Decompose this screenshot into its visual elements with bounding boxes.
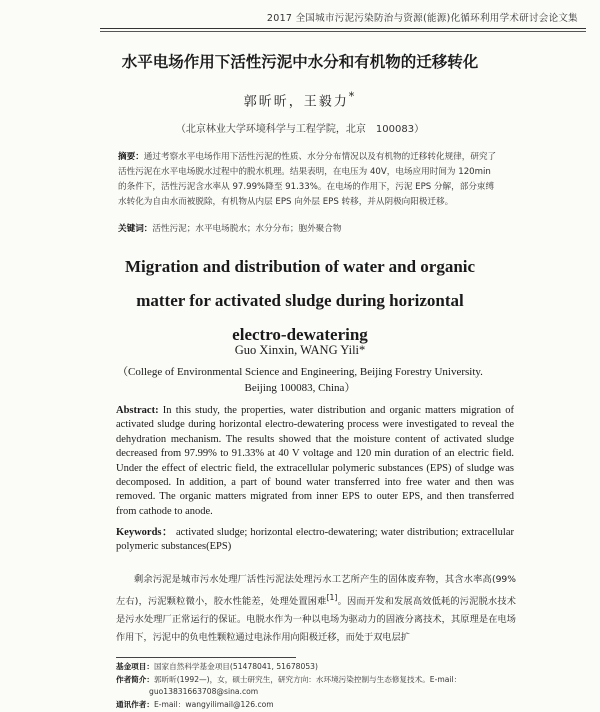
body-text-part-2: 。因而开发和发展高效低耗的污泥脱水技术是污水处理厂正常运行的保证。电脱水作为一种以电场为驱动力的固液分离技术，其原理是在电场作用下，污泥中的负电性颗粒通过电泳作用向阳极迁移，而处于双电层扩 [116,596,516,644]
chinese-affiliation: （北京林业大学环境科学与工程学院，北京 100083） [175,124,425,135]
english-title-line: Migration and distribution of water and organic [124,257,476,276]
header-rule [100,28,586,32]
footnote-author-text: 郭昕昕(1992—)，女，硕士研究生，研究方向：水环境污染控制与生态修复技术。E-mail： [153,674,462,684]
chinese-keywords [118,222,498,234]
chinese-authors [0,90,600,109]
footnote-corresponding [116,699,526,712]
footnote-author-email: guo13831663708@sina.com [149,687,259,696]
footnote-corresponding-text: E-mail：wangyilimail@126.com [153,699,274,709]
english-authors: Guo Xinxin, WANG Yili* [234,343,366,357]
english-affiliation [0,364,600,396]
chinese-abstract-text: 通过考察水平电场作用下活性污泥的性质、水分分布情况以及有机物的迁移转化规律，研究了活性污泥在水平电场脱水过程中的脱水机理。结果表明，在电压为 40V，电场应用时间为 120min 的条件下，活性污泥含水率从 97.99%降至 91.33%。在电场的作用下，污泥 EPS 分解，部分束缚水转化为自由水而被脱除，有机物从内层 EPS 向外层 EPS 转移，并从阴极向阳极迁移。 [118,152,497,207]
footnote-funding-label: 基金项目： [116,662,154,671]
footnote-funding-text: 国家自然科学基金项目(51478041, 51678053) [153,662,318,671]
english-keywords-text: activated sludge; horizontal electro-dewatering; water distribution; extracellular polymeric substances(EPS) [116,527,514,553]
chinese-abstract-label: 摘要： [118,152,144,162]
footnotes [116,661,526,711]
english-abstract [116,404,514,519]
english-title [60,250,540,352]
chinese-abstract [118,150,498,210]
body-text-part-1: 剩余污泥是城市污水处理厂活性污泥法处理污水工艺所产生的固体废弃物，其含水率高(99%左右)，污泥颗粒微小，胶水性能差，处理处置困难 [116,574,516,608]
english-keywords [116,526,514,555]
english-abstract-label: Abstract: [116,405,159,416]
citation: [1] [326,593,338,602]
chinese-author-names: 郭昕昕，王毅力 [243,94,349,110]
corresponding-author-mark: * [348,90,357,103]
chinese-title: 水平电场作用下活性污泥中水分和有机物的迁移转化 [121,53,479,71]
english-abstract-text: In this study, the properties, water distribution and organic matters migration of activated sludge during horizontal electro-dewatering process were investigated to reveal the dehydration mechanism. The results showed that the moisture content of activated sludge decreased from 97.99% to 91.33% at 40 V voltage and 120 min duration of an electric field. Under the effect of electric field, the extracellular polymeric substances (EPS) of sludge was decomposed. In addition, a part of bound water transferred into free water and then was removed. The organic matters migrated from inner EPS to outer EPS, and then transferred from cathode to anode. [116,405,514,517]
chinese-keywords-text: 活性污泥；水平电场脱水；水分分布；胞外聚合物 [152,224,342,234]
english-title-line: matter for activated sludge during horizontal [136,291,464,310]
chinese-keywords-label: 关键词： [118,224,153,234]
body-paragraph [116,571,516,647]
footnote-rule [116,657,296,658]
english-affiliation-line: （College of Environmental Science and Engineering, Beijing Forestry University. [117,366,483,378]
english-affiliation-line: Beijing 100083, China） [244,382,356,394]
english-title-line: electro-dewatering [232,325,368,344]
running-header: 2017 全国城市污泥污染防治与资源(能源)化循环利用学术研讨会论文集 [266,13,578,24]
footnote-corresponding-label: 通讯作者： [116,699,154,709]
footnote-funding [116,661,526,674]
english-keywords-label: Keywords： [116,527,173,538]
footnote-author-label: 作者简介： [116,674,154,684]
footnote-author [116,674,526,687]
